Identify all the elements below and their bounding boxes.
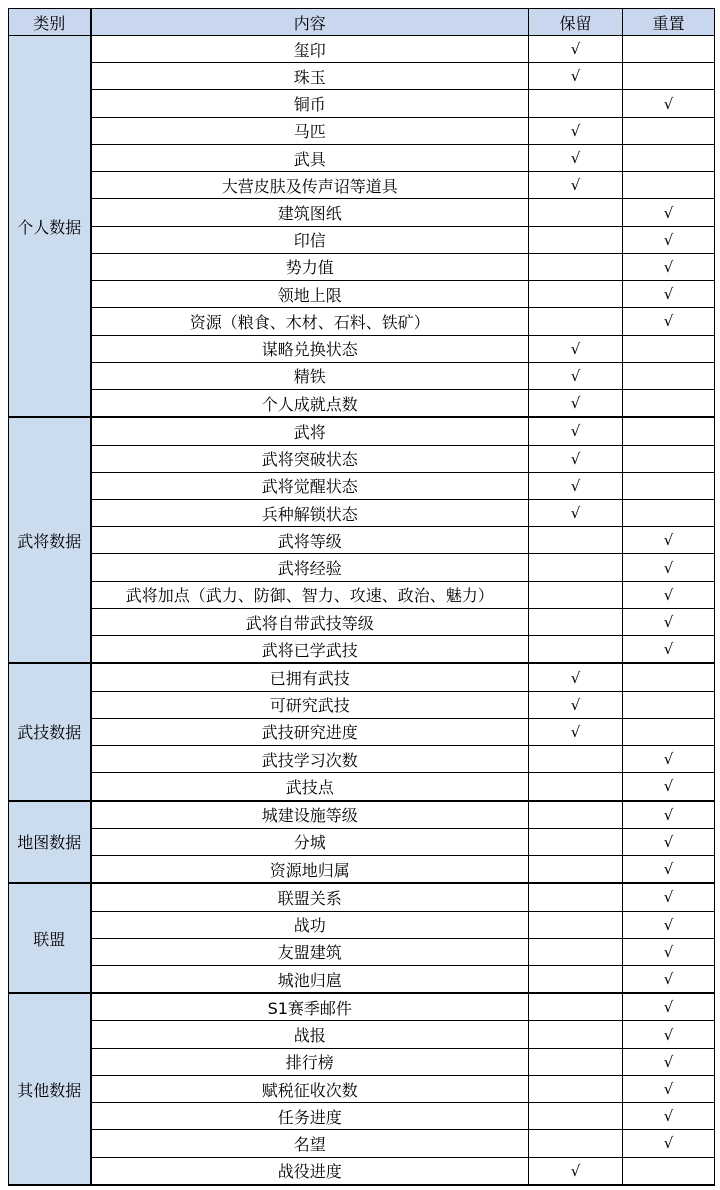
content-cell: 已拥有武技 (91, 663, 529, 691)
content-cell: 个人成就点数 (91, 390, 529, 418)
keep-check-cell: √ (529, 718, 623, 745)
keep-check-cell (529, 308, 623, 335)
content-cell: 武将已学武技 (91, 636, 529, 664)
content-cell: 分城 (91, 828, 529, 855)
table-row (9, 1048, 715, 1075)
reset-check-cell (623, 499, 715, 526)
season-data-table (8, 8, 715, 1186)
table-row (9, 1103, 715, 1130)
content-cell: 玺印 (91, 36, 529, 63)
table-row (9, 308, 715, 335)
reset-check-cell: √ (623, 253, 715, 280)
reset-check-cell: √ (623, 746, 715, 773)
reset-check-cell: √ (623, 581, 715, 608)
table-row (9, 362, 715, 389)
table-row (9, 746, 715, 773)
table-row (9, 856, 715, 884)
keep-check-cell (529, 90, 623, 117)
reset-check-cell (623, 335, 715, 362)
keep-check-cell: √ (529, 691, 623, 718)
content-cell: 武将突破状态 (91, 445, 529, 472)
reset-check-cell (623, 117, 715, 144)
content-cell: 武技研究进度 (91, 718, 529, 745)
keep-check-cell (529, 527, 623, 554)
content-cell: 武技点 (91, 773, 529, 801)
keep-check-cell (529, 226, 623, 253)
category-cell: 其他数据 (9, 993, 91, 1185)
keep-check-cell: √ (529, 499, 623, 526)
table-row (9, 1130, 715, 1157)
content-cell: S1赛季邮件 (91, 993, 529, 1021)
reset-check-cell: √ (623, 965, 715, 993)
table-row (9, 965, 715, 993)
content-cell: 兵种解锁状态 (91, 499, 529, 526)
category-cell: 武技数据 (9, 663, 91, 800)
reset-check-cell (623, 172, 715, 199)
keep-check-cell: √ (529, 445, 623, 472)
content-cell: 赋税征收次数 (91, 1075, 529, 1102)
keep-check-cell (529, 1103, 623, 1130)
reset-check-cell: √ (623, 938, 715, 965)
table-row (9, 828, 715, 855)
reset-check-cell: √ (623, 281, 715, 308)
reset-check-cell: √ (623, 636, 715, 664)
keep-check-cell (529, 554, 623, 581)
content-cell: 武将经验 (91, 554, 529, 581)
reset-check-cell: √ (623, 1130, 715, 1157)
header-reset: 重置 (623, 9, 715, 36)
keep-check-cell (529, 1021, 623, 1048)
table-row (9, 499, 715, 526)
reset-check-cell (623, 144, 715, 171)
content-cell: 武将觉醒状态 (91, 472, 529, 499)
reset-check-cell: √ (623, 883, 715, 911)
content-cell: 友盟建筑 (91, 938, 529, 965)
keep-check-cell (529, 883, 623, 911)
reset-check-cell: √ (623, 1021, 715, 1048)
category-cell: 地图数据 (9, 801, 91, 884)
keep-check-cell: √ (529, 335, 623, 362)
table-row (9, 281, 715, 308)
table-row (9, 417, 715, 445)
table-row (9, 144, 715, 171)
keep-check-cell (529, 773, 623, 801)
keep-check-cell (529, 911, 623, 938)
keep-check-cell (529, 636, 623, 664)
content-cell: 武将等级 (91, 527, 529, 554)
table-row (9, 801, 715, 829)
table-row (9, 1075, 715, 1102)
table-row (9, 911, 715, 938)
content-cell: 武技学习次数 (91, 746, 529, 773)
reset-check-cell (623, 1157, 715, 1185)
reset-check-cell (623, 390, 715, 418)
content-cell: 谋略兑换状态 (91, 335, 529, 362)
content-cell: 资源（粮食、木材、石料、铁矿） (91, 308, 529, 335)
reset-check-cell: √ (623, 554, 715, 581)
reset-check-cell: √ (623, 856, 715, 884)
header-content: 内容 (91, 9, 529, 36)
table-row (9, 226, 715, 253)
content-cell: 武将 (91, 417, 529, 445)
content-cell: 战功 (91, 911, 529, 938)
reset-check-cell (623, 691, 715, 718)
keep-check-cell: √ (529, 144, 623, 171)
table-row (9, 883, 715, 911)
table-row (9, 554, 715, 581)
content-cell: 建筑图纸 (91, 199, 529, 226)
reset-check-cell (623, 445, 715, 472)
content-cell: 武具 (91, 144, 529, 171)
content-cell: 大营皮肤及传声诏等道具 (91, 172, 529, 199)
reset-check-cell: √ (623, 801, 715, 829)
keep-check-cell (529, 801, 623, 829)
keep-check-cell (529, 828, 623, 855)
reset-check-cell (623, 36, 715, 63)
keep-check-cell (529, 608, 623, 635)
content-cell: 铜币 (91, 90, 529, 117)
content-cell: 战报 (91, 1021, 529, 1048)
content-cell: 武将自带武技等级 (91, 608, 529, 635)
table-row (9, 1021, 715, 1048)
reset-check-cell (623, 417, 715, 445)
table-row (9, 636, 715, 664)
reset-check-cell: √ (623, 773, 715, 801)
reset-check-cell: √ (623, 308, 715, 335)
reset-check-cell: √ (623, 1075, 715, 1102)
reset-check-cell: √ (623, 1103, 715, 1130)
table-row (9, 718, 715, 745)
table-row (9, 608, 715, 635)
keep-check-cell (529, 1075, 623, 1102)
content-cell: 印信 (91, 226, 529, 253)
keep-check-cell (529, 856, 623, 884)
reset-check-cell: √ (623, 608, 715, 635)
reset-check-cell (623, 663, 715, 691)
keep-check-cell (529, 1130, 623, 1157)
content-cell: 精铁 (91, 362, 529, 389)
keep-check-cell: √ (529, 390, 623, 418)
reset-check-cell: √ (623, 1048, 715, 1075)
content-cell: 排行榜 (91, 1048, 529, 1075)
keep-check-cell (529, 938, 623, 965)
table-row (9, 581, 715, 608)
header-row (9, 9, 715, 36)
reset-check-cell: √ (623, 828, 715, 855)
table-row (9, 117, 715, 144)
reset-check-cell (623, 718, 715, 745)
content-cell: 势力值 (91, 253, 529, 280)
keep-check-cell: √ (529, 1157, 623, 1185)
content-cell: 任务进度 (91, 1103, 529, 1130)
table-row (9, 663, 715, 691)
category-cell: 武将数据 (9, 417, 91, 663)
keep-check-cell (529, 581, 623, 608)
content-cell: 马匹 (91, 117, 529, 144)
keep-check-cell: √ (529, 63, 623, 90)
table-row (9, 335, 715, 362)
content-cell: 战役进度 (91, 1157, 529, 1185)
content-cell: 武将加点（武力、防御、智力、攻速、政治、魅力） (91, 581, 529, 608)
keep-check-cell: √ (529, 472, 623, 499)
keep-check-cell (529, 281, 623, 308)
keep-check-cell: √ (529, 417, 623, 445)
keep-check-cell: √ (529, 117, 623, 144)
table-row (9, 691, 715, 718)
keep-check-cell (529, 1048, 623, 1075)
table-row (9, 445, 715, 472)
table-row (9, 90, 715, 117)
keep-check-cell: √ (529, 663, 623, 691)
table-row (9, 172, 715, 199)
content-cell: 城池归扈 (91, 965, 529, 993)
table-row (9, 773, 715, 801)
reset-check-cell: √ (623, 90, 715, 117)
keep-check-cell (529, 746, 623, 773)
content-cell: 领地上限 (91, 281, 529, 308)
keep-check-cell (529, 993, 623, 1021)
reset-check-cell (623, 63, 715, 90)
reset-check-cell: √ (623, 226, 715, 253)
category-cell: 联盟 (9, 883, 91, 993)
reset-check-cell (623, 472, 715, 499)
reset-check-cell: √ (623, 993, 715, 1021)
keep-check-cell: √ (529, 362, 623, 389)
table-row (9, 36, 715, 63)
content-cell: 可研究武技 (91, 691, 529, 718)
table-row (9, 938, 715, 965)
reset-check-cell: √ (623, 527, 715, 554)
header-category: 类别 (9, 9, 91, 36)
table-row (9, 993, 715, 1021)
keep-check-cell: √ (529, 36, 623, 63)
reset-check-cell: √ (623, 911, 715, 938)
content-cell: 联盟关系 (91, 883, 529, 911)
keep-check-cell: √ (529, 172, 623, 199)
content-cell: 珠玉 (91, 63, 529, 90)
table-row (9, 1157, 715, 1185)
reset-check-cell: √ (623, 199, 715, 226)
table-row (9, 253, 715, 280)
header-keep: 保留 (529, 9, 623, 36)
table-row (9, 199, 715, 226)
content-cell: 资源地归属 (91, 856, 529, 884)
keep-check-cell (529, 253, 623, 280)
reset-check-cell (623, 362, 715, 389)
table-row (9, 527, 715, 554)
table-row (9, 63, 715, 90)
content-cell: 城建设施等级 (91, 801, 529, 829)
content-cell: 名望 (91, 1130, 529, 1157)
table-row (9, 472, 715, 499)
keep-check-cell (529, 199, 623, 226)
category-cell: 个人数据 (9, 36, 91, 418)
keep-check-cell (529, 965, 623, 993)
table-row (9, 390, 715, 418)
